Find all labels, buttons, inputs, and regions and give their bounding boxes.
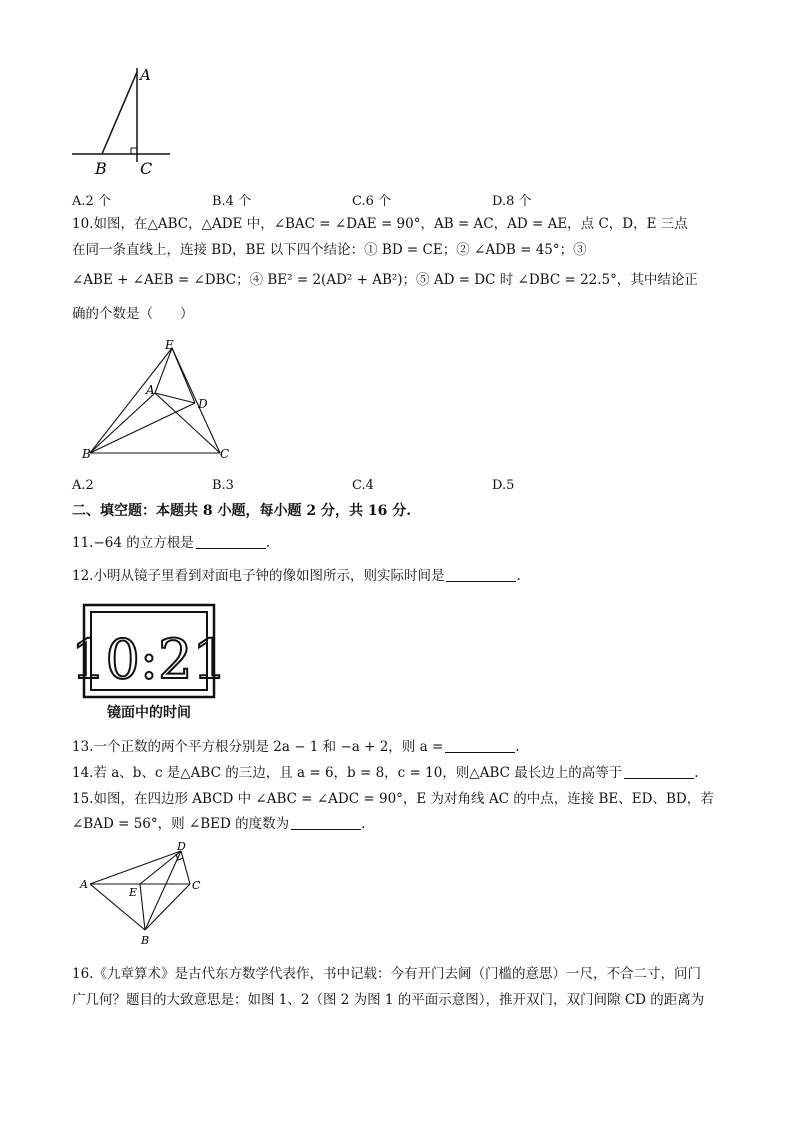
label-a: A [146, 383, 155, 397]
q10-option-b: B.3 [212, 478, 234, 493]
q10-line-2: 在同一条直线上，连接 BD，BE 以下四个结论：① BD = CE；② ∠ADB = 45°；③ [72, 242, 587, 258]
q13-line [72, 737, 520, 757]
q14-blank [624, 764, 694, 779]
q15-line-2 [72, 814, 365, 834]
label-a: A [140, 66, 151, 84]
label-c: C [140, 159, 153, 178]
figure-q15 [78, 838, 208, 950]
q13-text: 13.一个正数的两个平方根分别是 2a − 1 和 −a + 2，则 a = [72, 739, 444, 755]
label-e: E [165, 338, 174, 352]
q12-line [72, 566, 521, 586]
q15-line-1: 15.如图，在四边形 ABCD 中 ∠ABC = ∠ADC = 90°，E 为对角线 AC 的中点，连接 BE、ED、BD，若 [72, 791, 714, 807]
q13-period: . [515, 739, 520, 755]
q15-period: . [361, 816, 366, 832]
q14-text: 14.若 a、b、c 是△ABC 的三边，且 a = 6，b = 8，c = 10，则△ABC 最长边上的高等于 [72, 765, 623, 781]
label-b: B [95, 159, 107, 178]
figure-q9 [70, 62, 180, 182]
right-angle-mark [131, 148, 137, 154]
label-b: B [141, 934, 150, 947]
section-2-title: 二、填空题：本题共 8 小题，每小题 2 分，共 16 分. [72, 503, 412, 519]
q10-line-1: 10.如图，在△ABC，△ADE 中，∠BAC = ∠DAE = 90°，AB = AC，AD = AE，点 C，D，E 三点 [72, 216, 688, 232]
q11-line [72, 533, 270, 553]
q14-line [72, 763, 699, 783]
q11-blank [196, 534, 266, 549]
clock-caption: 镜面中的时间 [107, 705, 191, 721]
q10-line-3: ∠ABE + ∠AEB = ∠DBC；④ BE² = 2(AD² + AB²)；⑤ AD = DC 时 ∠DBC = 22.5°，其中结论正 [72, 272, 698, 288]
q12-blank [446, 567, 516, 582]
q16-line-2: 广几何？题目的大致意思是：如图 1、2（图 2 为图 1 的平面示意图），推开双门，双门间隙 CD 的距离为 [72, 992, 705, 1008]
q10-option-c: C.4 [352, 478, 374, 493]
clock-display: 10:21 [71, 628, 227, 691]
segment-ab [102, 72, 137, 154]
figure-q10 [80, 338, 240, 466]
q15-blank [291, 815, 361, 830]
label-d: D [177, 840, 186, 853]
label-e: E [129, 886, 138, 899]
q9-option-c: C.6 个 [352, 194, 392, 209]
q13-blank [445, 738, 515, 753]
label-c: C [220, 447, 230, 461]
figure-mirror-clock [71, 603, 227, 721]
q11-period: . [265, 535, 271, 551]
q9-option-d: D.8 个 [492, 194, 532, 209]
label-d: D [198, 397, 208, 411]
q12-text: 12.小明从镜子里看到对面电子钟的像如图所示，则实际时间是 [72, 568, 445, 584]
q10-line-4: 确的个数是（ ） [72, 306, 194, 322]
q14-period: . [694, 765, 699, 781]
label-b: B [82, 447, 91, 461]
label-c: C [192, 879, 201, 892]
q10-option-a: A.2 [72, 478, 94, 493]
q15-text: ∠BAD = 56°，则 ∠BED 的度数为 [72, 816, 290, 832]
q11-text: 11.−64 的立方根是 [72, 535, 194, 551]
q9-option-a: A.2 个 [72, 194, 111, 209]
q12-period: . [516, 568, 521, 584]
label-a: A [80, 878, 88, 891]
q10-option-d: D.5 [492, 478, 515, 493]
q9-option-b: B.4 个 [212, 194, 252, 209]
q16-line-1: 16.《九章算术》是古代东方数学代表作，书中记载：今有开门去阃（门槛的意思）一尺，不合二寸，问门 [72, 966, 701, 982]
